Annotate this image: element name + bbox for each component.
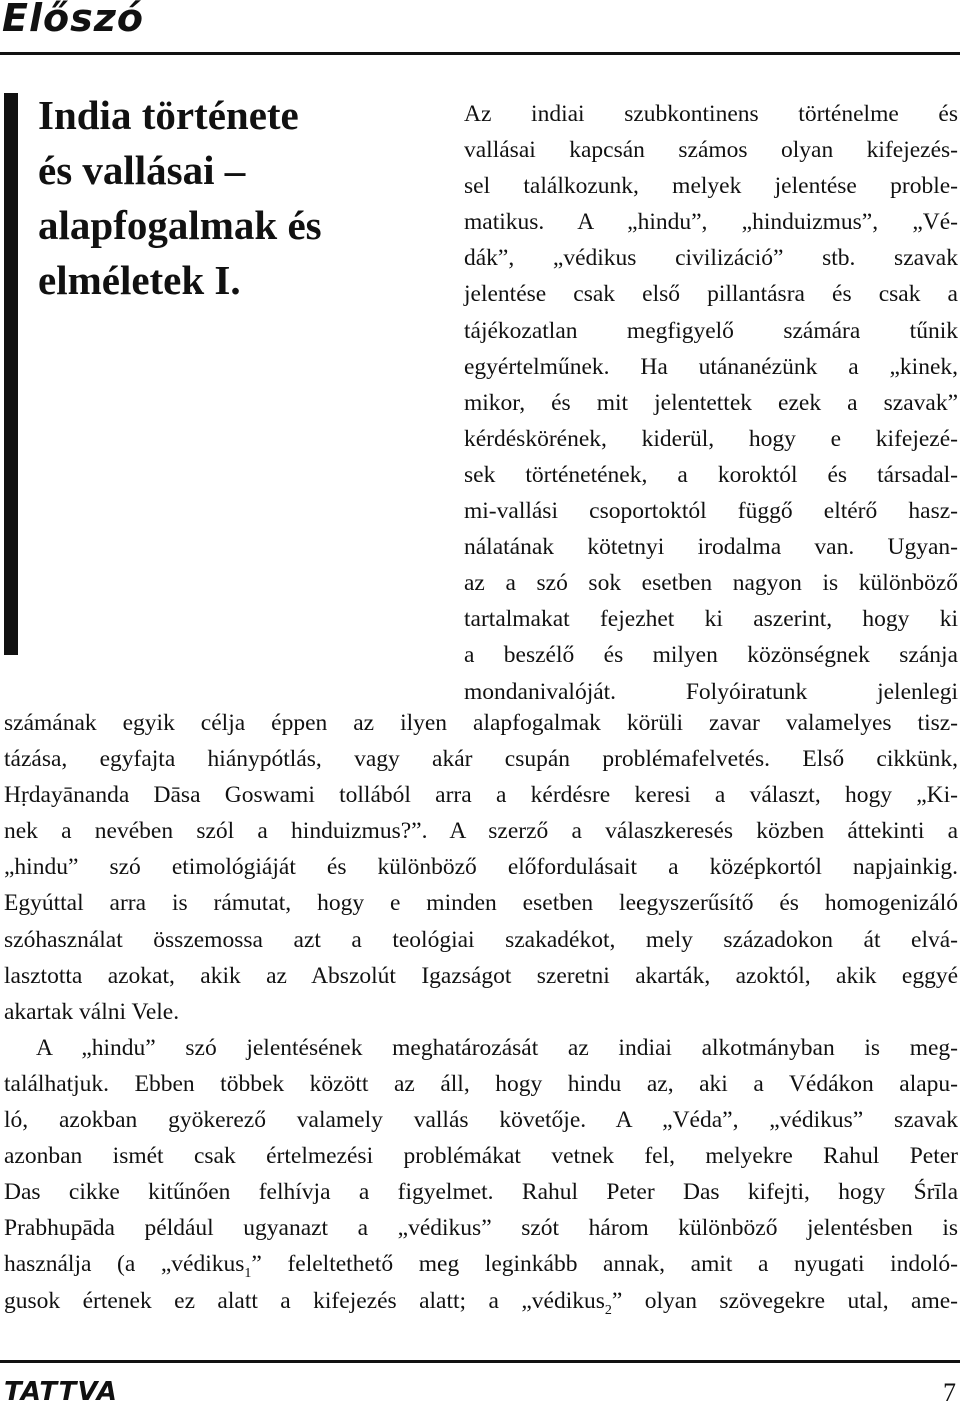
text-line: Egyúttal arra is rámutat, hogy e minden esetben leegyszerűsítő és homogenizáló [4, 890, 958, 917]
page-number: 7 [943, 1378, 956, 1407]
article-headline [38, 88, 428, 308]
text-line: akartak válni Vele. [4, 998, 180, 1025]
text-fragment: használja (a „védikus [4, 1251, 245, 1278]
text-line: jelentése csak első pillantásra és csak a [464, 281, 958, 308]
text-fragment: ” olyan szövegekre utal, ame- [611, 1287, 958, 1314]
text-line: Hṛdayānanda Dāsa Goswami tollából arra a kérdésre keresi a választ, hogy „Ki- [4, 782, 958, 809]
text-line: tájékozatlan megfigyelő számára tűnik [464, 317, 958, 344]
decorative-bar [4, 93, 18, 655]
text-line: szóhasználat összemossa azt a teológiai szakadékot, mely századokon át elvá- [4, 926, 958, 953]
text-line [4, 1246, 958, 1282]
text-fragment: ” feleltethető meg leginkább annak, amit a nyugati indoló- [251, 1251, 959, 1278]
text-fragment: gusok értenek ez alatt a kifejezés alatt; a „védikus [4, 1287, 605, 1314]
text-line: lasztotta azokat, akik az Abszolút Igazságot szeretni akarták, azoktól, akik eggyé [4, 962, 958, 989]
text-line: Das cikke kitűnően felhívja a figyelmet. Rahul Peter Das kifejti, hogy Śrīla [4, 1179, 958, 1206]
text-line: találhatjuk. Ebben többek között az áll, hogy hindu az, aki a Védákon alapu- [4, 1070, 958, 1097]
header-rule [0, 52, 960, 55]
text-line: Az indiai szubkontinens történelme és [464, 101, 958, 127]
headline-line: elméletek I. [38, 257, 241, 303]
text-line: Prabhupāda például ugyanazt a „védikus” szót három különböző jelentésben is [4, 1215, 958, 1242]
subscript: 2 [604, 1302, 612, 1318]
text-line: a beszélő és milyen közönségnek szánja [464, 642, 958, 669]
headline-line: és vallásai – [38, 147, 246, 193]
text-line: az a szó sok esetben nagyon is különböző [464, 570, 958, 597]
text-line: tázása, egyfajta hiánypótlás, vagy akár csupán problémafelvetés. Első cikkünk, [4, 746, 958, 773]
footer-rule [0, 1360, 960, 1363]
text-line: nálatának kötetnyi irodalma van. Ugyan- [464, 534, 958, 561]
text-line [4, 1283, 958, 1319]
text-line: ló, azokban gyökerező valamely vallás követője. A „Véda”, „védikus” szavak [4, 1107, 958, 1134]
text-line: azonban ismét csak értelmezési problémákat vetnek fel, melyekre Rahul Peter [4, 1143, 958, 1170]
headline-line: alapfogalmak és [38, 202, 322, 248]
text-line: sek történetének, a koroktól és társadal- [464, 461, 958, 488]
section-title: Előszó [2, 0, 144, 40]
text-line: nek a nevében szól a hinduizmus?”. A szerző a válaszkeresés közben áttekinti a [4, 818, 958, 845]
footer-brand: TATTVA [4, 1377, 118, 1407]
text-line: mi-vallási csoportoktól függő eltérő hasz- [464, 498, 958, 525]
text-line: „hindu” szó etimológiáját és különböző előfordulásait a középkortól napjainkig. [4, 854, 958, 881]
text-line: mikor, és mit jelentettek ezek a szavak” [464, 389, 958, 416]
text-line: dák”, „védikus civilizáció” stb. szavak [464, 245, 958, 272]
subscript: 1 [244, 1266, 252, 1282]
text-line: mondanivalóját. Folyóiratunk jelenlegi [464, 678, 958, 705]
text-line: tartalmakat fejezhet ki aszerint, hogy ki [464, 606, 958, 633]
text-line: kérdéskörének, kiderül, hogy e kifejezé- [464, 425, 958, 452]
headline-line: India története [38, 92, 299, 138]
body-text [4, 705, 958, 1319]
intro-column [464, 96, 958, 710]
text-line: számának egyik célja éppen az ilyen alapfogalmak körüli zavar valamelyes tisz- [4, 710, 958, 736]
text-line: sel találkozunk, melyek jelentése proble- [464, 173, 958, 200]
text-line: vallásai kapcsán számos olyan kifejezés- [464, 137, 958, 164]
text-line: matikus. A „hindu”, „hinduizmus”, „Vé- [464, 209, 958, 236]
text-line: A „hindu” szó jelentésének meghatározását az indiai alkotmányban is meg- [36, 1034, 958, 1061]
text-line: egyértelműnek. Ha utánanézünk a „kinek, [464, 353, 958, 380]
